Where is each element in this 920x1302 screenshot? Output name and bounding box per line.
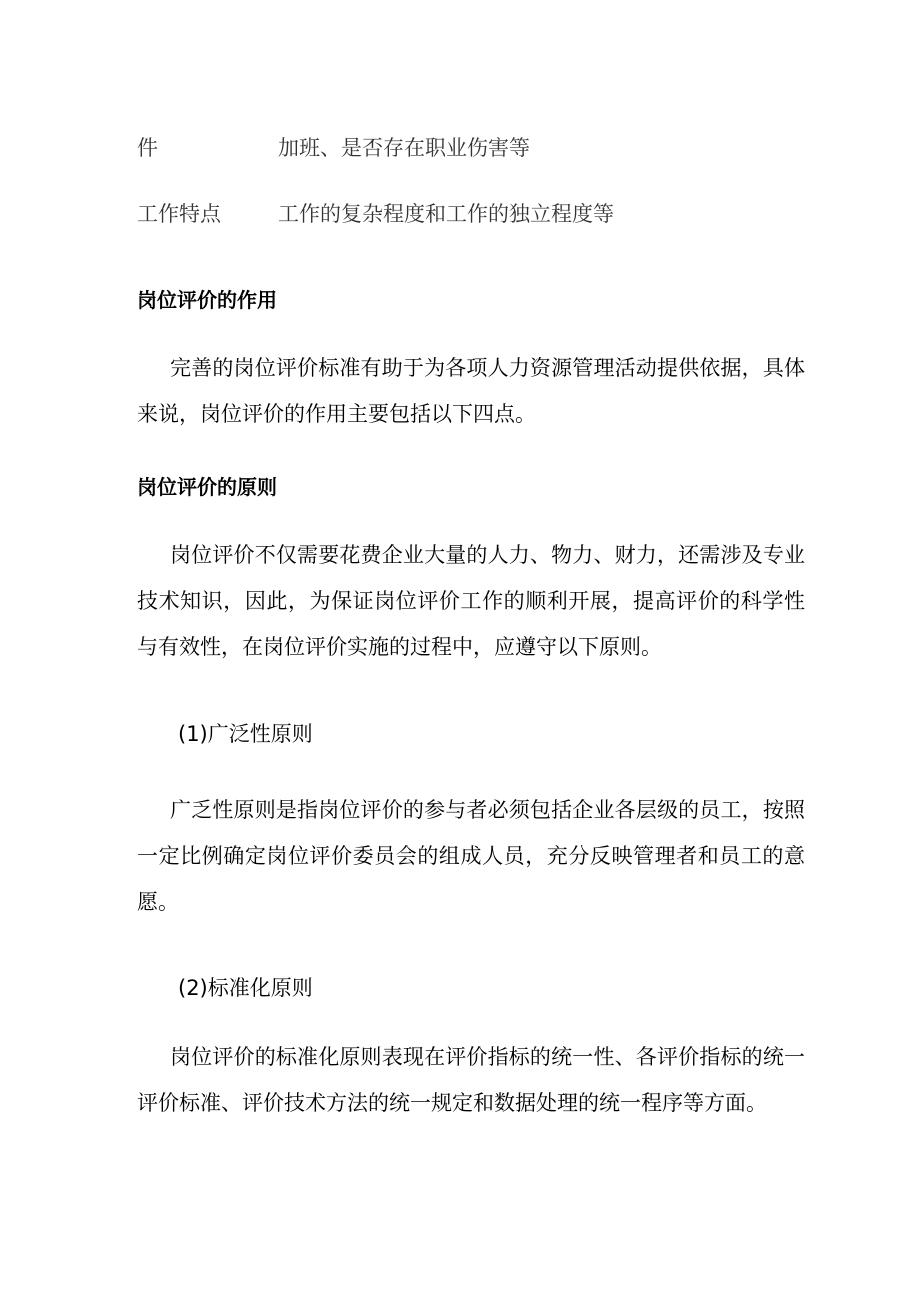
section-paragraph-principles: 岗位评价不仅需要花费企业大量的人力、物力、财力，还需涉及专业技术知识，因此，为保证岗位评价工作的顺利开展，提高评价的科学性与有效性，在岗位评价实施的过程中，应遵守以下原则。 [137,543,805,659]
section-heading-role: 岗位评价的作用 [137,288,277,312]
table-row-content: 工作的复杂程度和工作的独立程度等 [278,202,614,226]
principle-paragraph-breadth: 广乏性原则是指岗位评价的参与者必须包括企业各层级的员工，按照一定比例确定岗位评价委员会的组成人员，充分反映管理者和员工的意愿。 [137,798,805,914]
principle-title-standardization: (2)标准化原则 [178,976,313,1000]
principle-title-breadth: (1)广泛性原则 [178,722,313,746]
table-row-label: 件 [137,136,158,160]
principle-paragraph-standardization: 岗位评价的标准化原则表现在评价指标的统一性、各评价指标的统一评价标准、评价技术方法的统一规定和数据处理的统一程序等方面。 [137,1045,805,1115]
table-row-content: 加班、是否存在职业伤害等 [278,136,530,160]
section-heading-principles: 岗位评价的原则 [137,475,277,499]
section-paragraph-role: 完善的岗位评价标准有助于为各项人力资源管理活动提供依据，具体来说，岗位评价的作用主要包括以下四点。 [137,356,805,426]
table-row-label: 工作特点 [137,202,221,226]
